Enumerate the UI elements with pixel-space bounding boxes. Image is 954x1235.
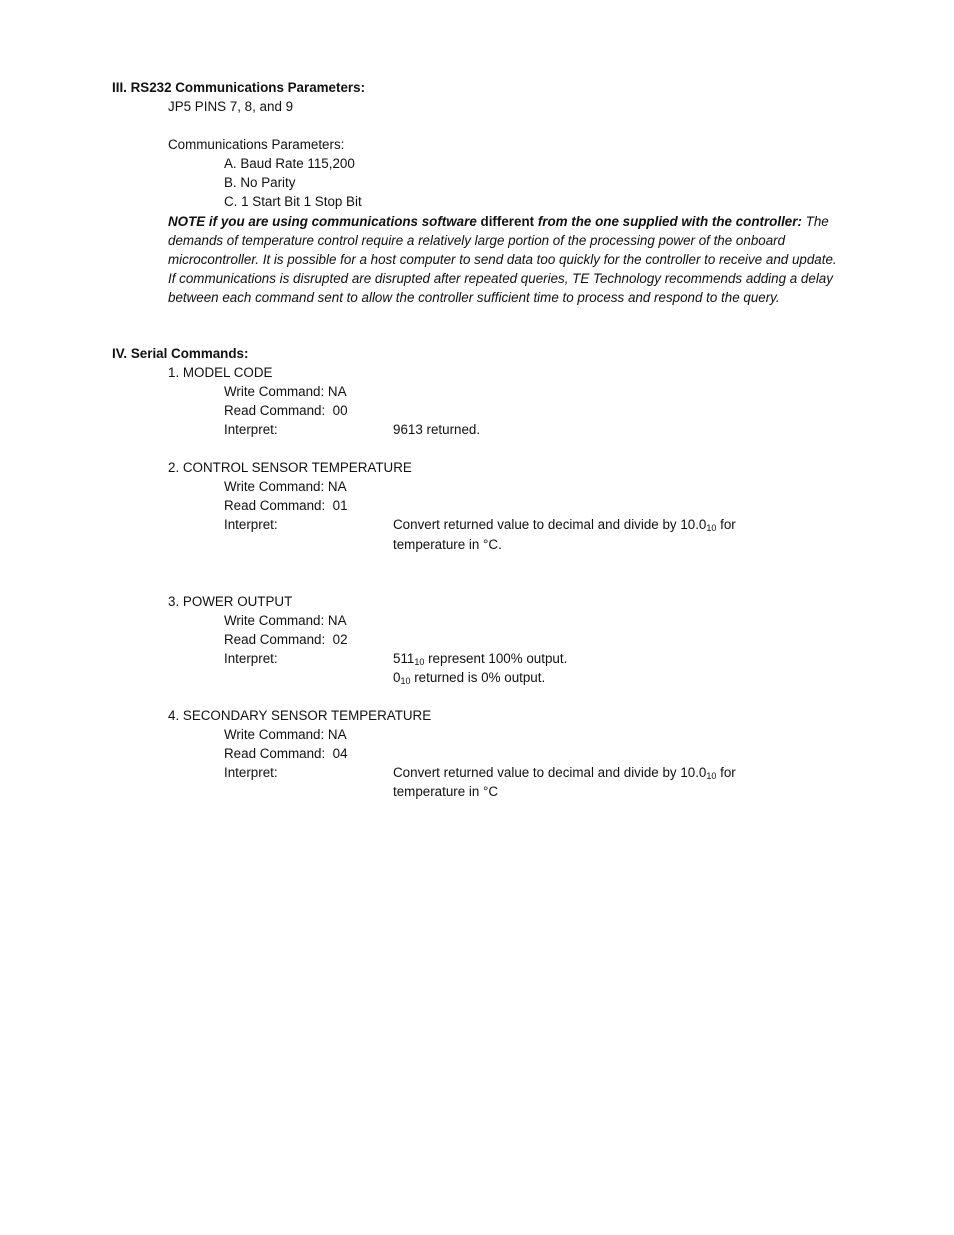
communications-note [168, 212, 840, 307]
write-command: Write Command: NA [224, 479, 347, 494]
subscript-base: 10 [414, 657, 425, 667]
write-command: Write Command: NA [224, 384, 347, 399]
interpret-label: Interpret: [224, 517, 278, 532]
param-stop-bit: C. 1 Start Bit 1 Stop Bit [224, 194, 362, 209]
write-command: Write Command: NA [224, 613, 347, 628]
read-command: Read Command: 04 [224, 746, 348, 761]
command-title: 2. CONTROL SENSOR TEMPERATURE [168, 460, 412, 475]
read-command: Read Command: 01 [224, 498, 348, 513]
note-different: different [476, 214, 538, 229]
command-title: 3. POWER OUTPUT [168, 594, 293, 609]
interpret-text [393, 649, 567, 668]
interpret-text-part: for [716, 765, 736, 780]
section-4-heading: IV. Serial Commands: [112, 346, 249, 361]
subscript-base: 10 [706, 523, 717, 533]
command-title: 4. SECONDARY SENSOR TEMPERATURE [168, 708, 432, 723]
interpret-text-part: returned is 0% output. [410, 670, 546, 685]
subscript-base: 10 [400, 676, 411, 686]
read-command: Read Command: 00 [224, 403, 348, 418]
interpret-text-part: Convert returned value to decimal and divide by 10.0 [393, 765, 707, 780]
interpret-text [393, 763, 736, 782]
interpret-text-part: 0 [393, 670, 401, 685]
interpret-text-line2: temperature in °C [393, 784, 499, 799]
read-command: Read Command: 02 [224, 632, 348, 647]
write-command: Write Command: NA [224, 727, 347, 742]
note-supplied: from the one supplied with the controller: [537, 214, 802, 229]
note-body: The demands of temperature control require a relatively large portion of the processing power of the onboard microcontroller. It is possible for a host computer to send data too quickly for the controller to receive and update. If communications is disrupted are disrupted after repeated queries, TE Technology recommends adding a delay between each command sent to allow the controller sufficient time to process and respond to the query. [168, 214, 837, 305]
interpret-label: Interpret: [224, 422, 278, 437]
interpret-text-line2 [393, 668, 545, 687]
interpret-text [393, 515, 736, 534]
interpret-text-part: 511 [393, 651, 415, 666]
params-label: Communications Parameters: [168, 137, 345, 152]
interpret-text-part: Convert returned value to decimal and divide by 10.0 [393, 517, 707, 532]
interpret-label: Interpret: [224, 651, 278, 666]
param-baud-rate: A. Baud Rate 115,200 [224, 156, 355, 171]
subscript-base: 10 [706, 771, 717, 781]
pins-text: JP5 PINS 7, 8, and 9 [168, 99, 294, 114]
interpret-text-part: for [716, 517, 736, 532]
param-parity: B. No Parity [224, 175, 296, 190]
section-3-heading: III. RS232 Communications Parameters: [112, 80, 366, 95]
interpret-text-part: represent 100% output. [424, 651, 568, 666]
interpret-label: Interpret: [224, 765, 278, 780]
interpret-text: 9613 returned. [393, 422, 481, 437]
note-lead: NOTE if you are using communications software [168, 214, 477, 229]
interpret-text-line2: temperature in °C. [393, 537, 502, 552]
command-title: 1. MODEL CODE [168, 365, 273, 380]
